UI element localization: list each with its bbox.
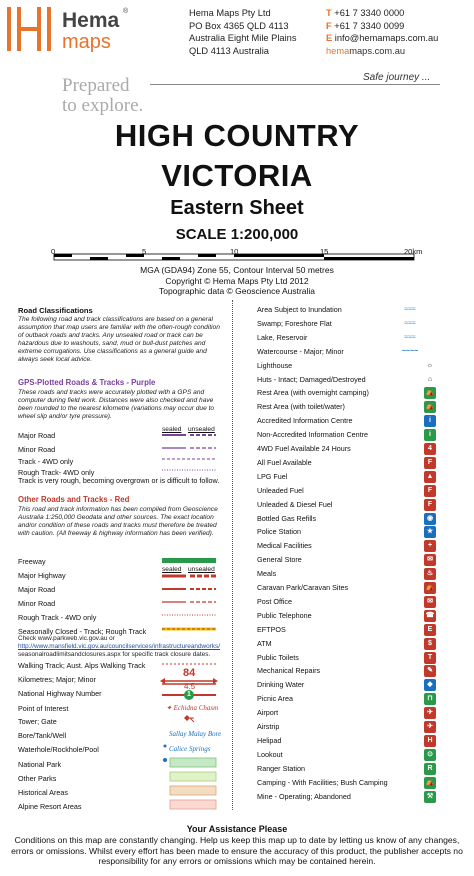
legend-item: Ranger Station: [257, 763, 305, 773]
legend-symbol-icon: ♨: [424, 568, 436, 580]
legend-symbol-icon: ⚒: [424, 791, 436, 803]
legend-symbol-icon: ⛺: [424, 582, 436, 594]
legend-item: EFTPOS: [257, 624, 286, 634]
legend-highway-number: National Highway Number: [18, 689, 102, 698]
legend-symbol-icon: ✉: [424, 596, 436, 608]
title-line1: HIGH COUNTRY: [114, 118, 360, 153]
legend-symbol-icon: ⊙: [424, 749, 436, 761]
legend-symbol-icon: H: [424, 735, 436, 747]
km-major-value: 84: [183, 667, 196, 679]
legend-item: Bottled Gas Refills: [257, 513, 317, 523]
road-classifications-heading: Road Classifications: [18, 306, 93, 315]
legend-symbol-icon: ✈: [424, 707, 436, 719]
gps-heading: GPS-Plotted Roads & Tracks - Purple: [18, 378, 156, 387]
legend-item: Picnic Area: [257, 694, 293, 704]
legend-symbol-icon: ◉: [424, 513, 436, 525]
legend-national-park: National Park: [18, 760, 62, 769]
legend-item: Lighthouse: [257, 360, 293, 370]
legend-item: Camping - With Facilities; Bush Camping: [257, 777, 388, 787]
legend-symbol-icon: ✎: [424, 665, 436, 677]
legend-item: Post Office: [257, 596, 293, 606]
legend-symbol-icon: ☼: [426, 361, 434, 369]
address-block: Hema Maps Pty Ltd PO Box 4365 QLD 4113 Australia Eight Mile Plains QLD 4113 Australia: [189, 8, 297, 56]
legend-symbol-icon: ⛺: [424, 401, 436, 413]
legend-symbol-icon: ⌂: [427, 375, 433, 383]
legend-symbol-icon: ⛺: [424, 777, 436, 789]
road-classifications-text: The following road and track classifications are based on a general assumption that map users are familiar with the often-rough condition of outback roads and tracks. Any unsealed road or track can be hazardous due to washouts, sand, mud or bull-dust patches and extreme corrugations. Use classifications as a general guide and always seek local advice.: [18, 316, 220, 363]
legend-item: General Store: [257, 555, 302, 565]
trademark: ®: [123, 8, 129, 15]
legend-symbol-icon: ▲: [424, 471, 436, 483]
legend-minor-road: Minor Road: [18, 599, 56, 608]
scale-tick-10: 10: [230, 247, 239, 256]
legend-symbol-icon: i: [424, 429, 436, 441]
other-road-symbols: [160, 556, 220, 634]
gps-road-symbols: [160, 432, 220, 476]
legend-tower-gate: Tower; Gate: [18, 717, 57, 726]
legend-symbol-icon: F: [424, 485, 436, 497]
hema-logo-icon: [5, 5, 53, 53]
legend-item: Helipad: [257, 735, 282, 745]
legend-item: Watercourse - Major; Minor: [257, 346, 344, 356]
legend-item: Lake, Reservoir: [257, 332, 308, 342]
closure-note: Check www.parkweb.vic.gov.au or http://www.mansfield.vic.gov.au/councilservices/infrastructureandworks/ seasonalroadlimitsandclosures.aspx for specific track closure dates.: [18, 635, 220, 658]
legend-item: Medical Facilities: [257, 541, 312, 551]
tagline: Prepared to explore.: [62, 75, 144, 116]
legend-symbol-icon: ≈≈≈: [404, 306, 416, 313]
legend-item: Mine - Operating; Abandoned: [257, 791, 351, 801]
legend-symbol-icon: ≈≈≈: [404, 333, 416, 341]
legend-item: Mechanical Repairs: [257, 666, 321, 676]
safe-journey: Safe journey ...: [363, 72, 431, 83]
other-roads-heading: Other Roads and Tracks - Red: [18, 495, 130, 504]
highway-number: 1: [187, 691, 191, 698]
assistance-heading: Your Assistance Please: [186, 824, 288, 834]
unsealed-label: unsealed: [188, 426, 215, 433]
sealed-label-2: sealed: [162, 566, 182, 573]
legend-gps-track: Track - 4WD only: [18, 457, 74, 466]
legend-point-of-interest: Point of Interest: [18, 704, 69, 713]
legend-symbol-icon: ⛺: [424, 387, 436, 399]
legend-item: Rest Area (with toilet/water): [257, 402, 345, 412]
legend-walking-track: Walking Track; Aust. Alps Walking Track: [18, 661, 146, 670]
legend-item: Rest Area (with overnight camping): [257, 388, 369, 398]
rough-track-note: Track is very rough, becoming overgrown or is difficult to follow.: [18, 476, 220, 485]
legend-historical-areas: Historical Areas: [18, 788, 68, 797]
legend-symbol-icon: E: [424, 624, 436, 636]
legend-symbol-icon: $: [424, 638, 436, 650]
legend-freeway: Freeway: [18, 557, 46, 566]
title-line2: VICTORIA: [161, 158, 313, 193]
legend-item: Non-Accredited Information Centre: [257, 430, 369, 440]
legend-alpine-resort: Alpine Resort Areas: [18, 802, 82, 811]
legend-symbol-icon: ☎: [424, 610, 436, 622]
pool-example: Calice Springs: [169, 745, 211, 753]
legend-item: Swamp; Foreshore Flat: [257, 318, 332, 328]
other-roads-text: This road and track information has been compiled from Geoscience Australia 1:250,000 Geodata and other sources. The exact location and/or condition of these roads and tracks must therefore be treated with caution. (All freeway & highway information has been verified).: [18, 506, 218, 537]
legend-item: ATM: [257, 638, 272, 648]
scale-tick-0: 0: [51, 247, 56, 256]
legend-other-parks: Other Parks: [18, 774, 57, 783]
legend-symbol-icon: ✉: [424, 554, 436, 566]
legend-item: Unleaded Fuel: [257, 485, 304, 495]
mansfield-link[interactable]: http://www.mansfield.vic.gov.au/councilservices/infrastructureandworks/: [18, 643, 220, 650]
legend-item: Meals: [257, 569, 277, 579]
legend-symbol-icon: R: [424, 763, 436, 775]
legend-item: Area Subject to Inundation: [257, 305, 342, 314]
contact-block: T +61 7 3340 0000 F +61 7 3340 0099 E info@hemamaps.com.au hemamaps.com.au: [326, 8, 439, 56]
legend-waterhole: Waterhole/Rockhole/Pool: [18, 745, 99, 754]
bore-example: Sallay Malay Bore: [169, 730, 222, 738]
legend-item: Public Telephone: [257, 610, 312, 620]
legend-item: Police Station: [257, 527, 301, 537]
legend-major-road: Major Road: [18, 585, 56, 594]
legend-symbol-icon: ⊓: [424, 693, 436, 705]
legend-rough-track: Rough Track - 4WD only: [18, 613, 97, 622]
legend-gps-rough-track: Rough Track- 4WD only: [18, 468, 95, 477]
legend-item: Airport: [257, 708, 279, 718]
scale-tick-5: 5: [142, 247, 147, 256]
legend-kilometres: Kilometres; Major; Minor: [18, 675, 96, 684]
legend-item: Accredited Information Centre: [257, 416, 353, 426]
legend-bore: Bore/Tank/Well: [18, 731, 67, 740]
km-minor-value: 4.5: [184, 682, 196, 691]
legend-item: Caravan Park/Caravan Sites: [257, 583, 349, 592]
poi-example: ✦ Echidna Chasm: [166, 704, 219, 712]
legend-item: LPG Fuel: [257, 471, 288, 481]
column-divider: [232, 300, 233, 810]
map-metadata: MGA (GDA94) Zone 55, Contour Interval 50 metres Copyright © Hema Maps Pty Ltd 2012 Topographic data © Geoscience Australia: [140, 265, 334, 296]
legend-symbol-icon: F: [424, 499, 436, 511]
legend-symbol-icon: ◆: [424, 679, 436, 691]
legend-item: Lookout: [257, 749, 283, 759]
legend-gps-minor-road: Minor Road: [18, 445, 56, 454]
scale-tick-20: 20km: [404, 247, 423, 256]
legend-symbol-icon: ✈: [424, 721, 436, 733]
brand-name: Hema: [62, 9, 120, 32]
scale-bar: [50, 244, 430, 266]
website-link[interactable]: hemamaps.com.au: [326, 45, 406, 56]
legend-item: Airstrip: [257, 722, 280, 731]
legend-gps-major-road: Major Road: [18, 431, 56, 440]
legend-symbol-icon: T: [424, 652, 436, 664]
legend-item: Unleaded & Diesel Fuel: [257, 499, 333, 509]
brand-sub: maps: [62, 31, 111, 53]
legend-symbol-icon: ~~~~: [401, 347, 419, 355]
legend-symbol-icon: +: [424, 540, 436, 552]
title-line3: Eastern Sheet: [170, 197, 304, 219]
legend-symbol-icon: ★: [424, 526, 436, 538]
legend-symbol-icon: ≈≈≈: [404, 319, 416, 327]
gps-text: These roads and tracks were accurately plotted with a GPS and computer during field work. Distances were also checked and have been rounded to the nearest kilometre (variations may occur due to wheel slip and/or tyre pressure).: [18, 389, 215, 420]
legend-item: Huts - Intact; Damaged/Destroyed: [257, 374, 366, 384]
legend-major-highway: Major Highway: [18, 571, 66, 580]
legend-seasonally-closed: Seasonally Closed - Track; Rough Track: [18, 627, 147, 636]
assistance-text: Conditions on this map are constantly changing. Help us keep this map up to date by letting us know of any changes, errors or omissions. Whilst every effort has been made to ensure the accuracy of this product, the publisher accepts no responsibility for any errors or omissions which may be contained herein.: [11, 835, 463, 867]
unsealed-label-2: unsealed: [188, 566, 215, 573]
legend-item: All Fuel Available: [257, 457, 312, 467]
legend-item: 4WD Fuel Available 24 Hours: [257, 444, 351, 453]
scale-tick-15: 15: [320, 247, 329, 256]
sealed-label: sealed: [162, 426, 182, 433]
legend-item: Drinking Water: [257, 680, 305, 690]
scale-label: SCALE 1:200,000: [175, 226, 299, 243]
legend-item: Public Toilets: [257, 652, 299, 662]
header-rule: [150, 84, 440, 85]
legend-symbol-icon: F: [424, 457, 436, 469]
parkweb-link[interactable]: Check www.parkweb.vic.gov.au or: [18, 635, 115, 642]
legend-symbol-icon: i: [424, 415, 436, 427]
legend-symbol-icon: 4: [424, 443, 436, 455]
